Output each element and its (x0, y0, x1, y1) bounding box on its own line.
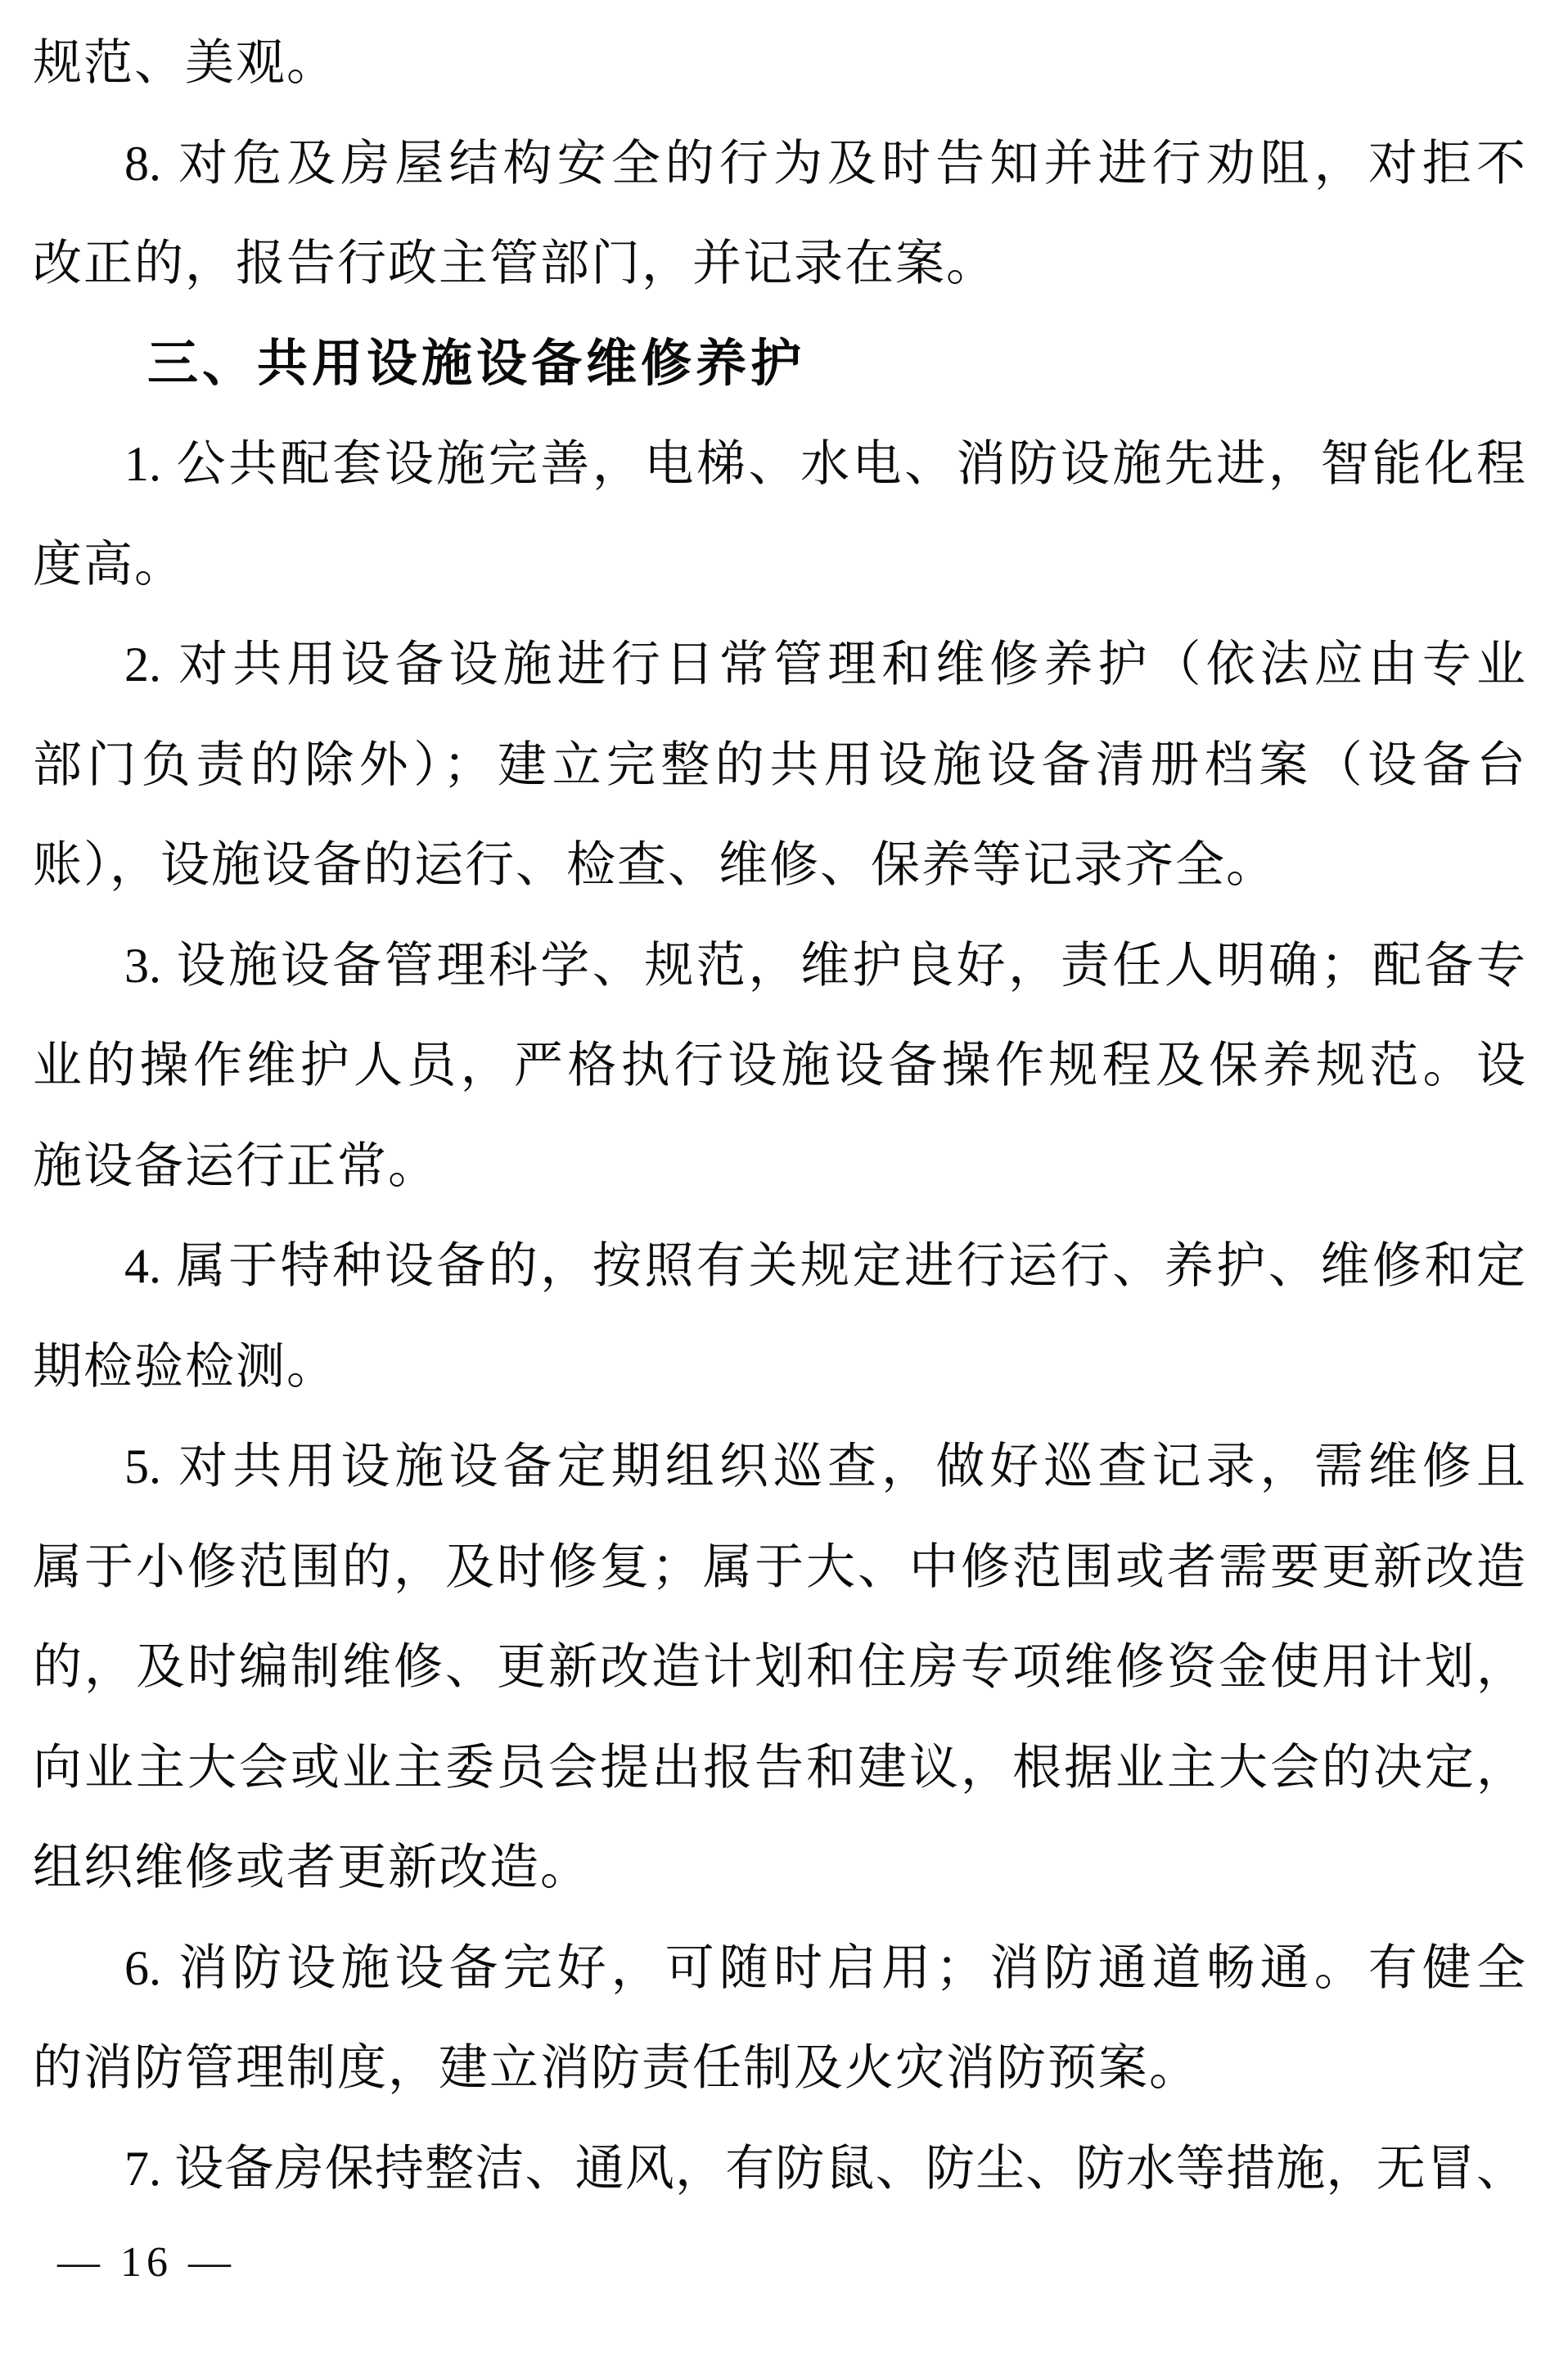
text-line: 2. 对共用设备设施进行日常管理和维修养护（依法应由专业 (124, 638, 1525, 692)
text-line: 的，及时编制维修、更新改造计划和住房专项维修资金使用计划， (33, 1640, 1525, 1694)
page-number: — 16 — (57, 2239, 236, 2286)
text-line: 8. 对危及房屋结构安全的行为及时告知并进行劝阻，对拒不 (124, 137, 1525, 191)
text-line: 6. 消防设施设备完好，可随时启用；消防通道畅通。有健全 (124, 1941, 1525, 1995)
text-line: 3. 设施设备管理科学、规范，维护良好，责任人明确；配备专 (124, 939, 1525, 993)
text-line: 7. 设备房保持整洁、通风，有防鼠、防尘、防水等措施，无冒、 (124, 2142, 1525, 2196)
text-line: 改正的，报告行政主管部门，并记录在案。 (33, 237, 997, 291)
text-line: 施设备运行正常。 (33, 1139, 439, 1193)
text-line: 4. 属于特种设备的，按照有关规定进行运行、养护、维修和定 (124, 1239, 1525, 1293)
text-line: 1. 公共配套设施完善，电梯、水电、消防设施先进，智能化程 (124, 437, 1525, 491)
text-line: 的消防管理制度，建立消防责任制及火灾消防预案。 (33, 2041, 1200, 2095)
text-line: 规范、美观。 (33, 36, 337, 90)
text-line: 属于小修范围的，及时修复；属于大、中修范围或者需要更新改造 (33, 1540, 1525, 1594)
text-line: 5. 对共用设施设备定期组织巡查，做好巡查记录，需维修且 (124, 1440, 1525, 1494)
text-line: 期检验检测。 (33, 1340, 337, 1394)
text-line: 向业主大会或业主委员会提出报告和建议，根据业主大会的决定， (33, 1741, 1525, 1795)
section-heading: 三、共用设施设备维修养护 (147, 336, 806, 392)
text-line: 业的操作维护人员，严格执行设施设备操作规程及保养规范。设 (33, 1039, 1525, 1093)
text-line: 账），设施设备的运行、检查、维修、保养等记录齐全。 (33, 838, 1277, 892)
text-line: 度高。 (33, 538, 185, 592)
text-line: 部门负责的除外）；建立完整的共用设施设备清册档案（设备台 (33, 738, 1525, 792)
text-line: 组织维修或者更新改造。 (33, 1841, 591, 1895)
